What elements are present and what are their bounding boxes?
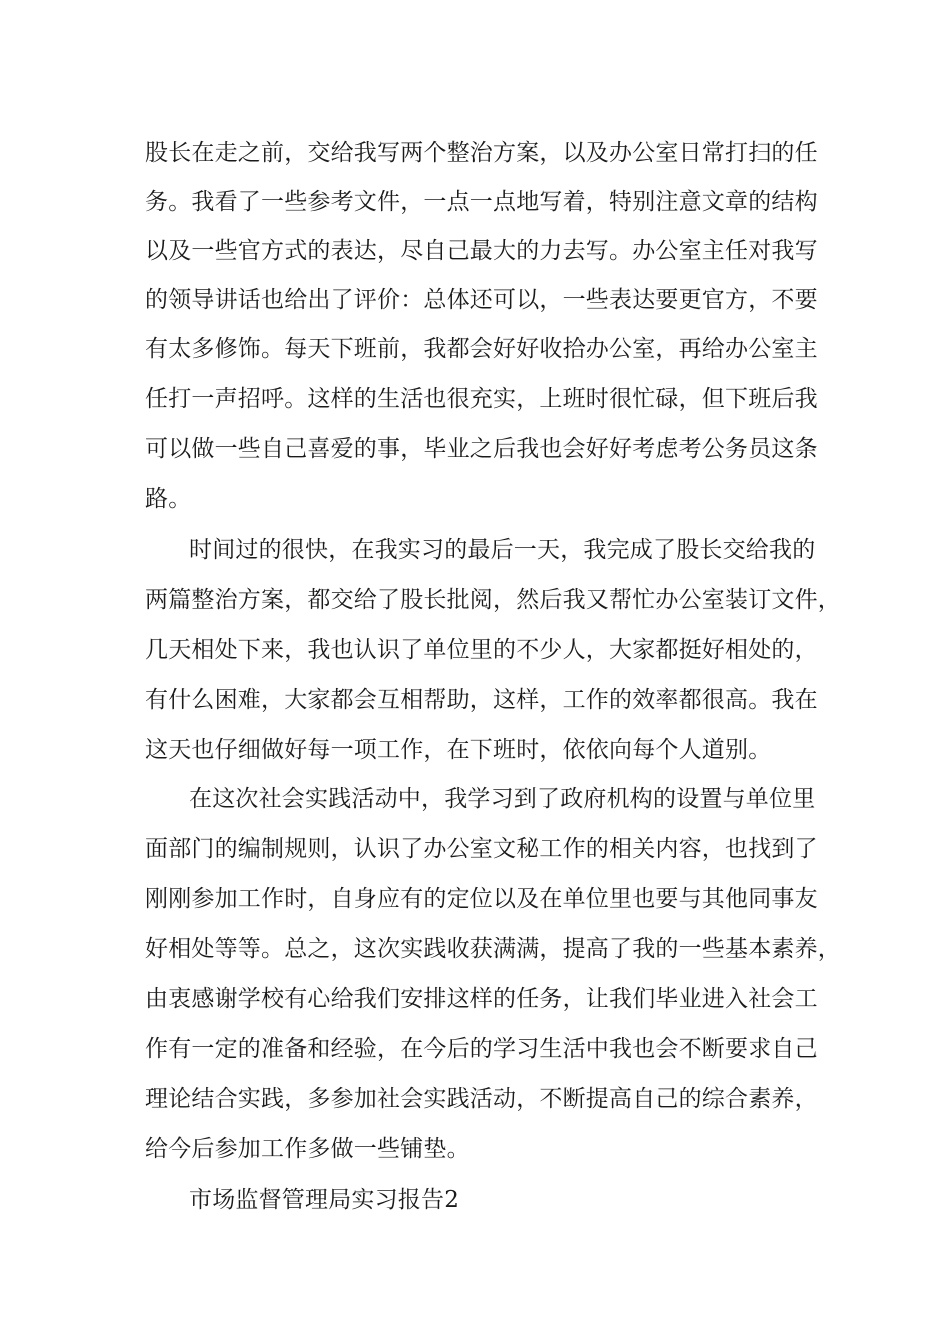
paragraph-3-line-6: 作有一定的准备和经验，在今后的学习生活中我也会不断要求自己: [145, 1036, 818, 1062]
paragraph-1-line-2: 务。我看了一些参考文件，一点一点地写着，特别注意文章的结构: [145, 189, 818, 215]
paragraph-2-line-4: 有什么困难，大家都会互相帮助，这样，工作的效率都很高。我在: [145, 687, 818, 713]
paragraph-1-line-5: 有太多修饰。每天下班前，我都会好好收拾办公室，再给办公室主: [145, 336, 818, 362]
paragraph-3-line-3: 刚刚参加工作时，自身应有的定位以及在单位里也要与其他同事友: [145, 886, 818, 912]
paragraph-3-line-1: 在这次社会实践活动中，我学习到了政府机构的设置与单位里: [189, 786, 816, 812]
paragraph-3-line-4: 好相处等等。总之，这次实践收获满满，提高了我的一些基本素养，: [145, 936, 841, 962]
paragraph-2-line-5: 这天也仔细做好每一项工作，在下班时，依依向每个人道别。: [145, 737, 772, 763]
paragraph-1-line-1: 股长在走之前，交给我写两个整治方案，以及办公室日常打扫的任: [145, 140, 818, 166]
paragraph-1-line-6: 任打一声招呼。这样的生活也很充实，上班时很忙碌，但下班后我: [145, 386, 818, 412]
paragraph-1-line-7: 可以做一些自己喜爱的事，毕业之后我也会好好考虑考公务员这条: [145, 436, 818, 462]
paragraph-1-line-4: 的领导讲话也给出了评价：总体还可以，一些表达要更官方，不要: [145, 287, 818, 313]
paragraph-2-line-3: 几天相处下来，我也认识了单位里的不少人，大家都挺好相处的，: [145, 637, 818, 663]
paragraph-3-line-2: 面部门的编制规则，认识了办公室文秘工作的相关内容，也找到了: [145, 836, 818, 862]
paragraph-2-line-2: 两篇整治方案，都交给了股长批阅，然后我又帮忙办公室装订文件，: [145, 587, 841, 613]
section-heading: 市场监督管理局实习报告2: [189, 1187, 460, 1213]
paragraph-3-line-7: 理论结合实践，多参加社会实践活动，不断提高自己的综合素养，: [145, 1086, 818, 1112]
paragraph-3-line-8: 给今后参加工作多做一些铺垫。: [145, 1136, 470, 1162]
paragraph-2-line-1: 时间过的很快，在我实习的最后一天，我完成了股长交给我的: [189, 537, 816, 563]
paragraph-1-line-8: 路。: [145, 486, 192, 512]
paragraph-1-line-3: 以及一些官方式的表达，尽自己最大的力去写。办公室主任对我写: [145, 238, 818, 264]
paragraph-3-line-5: 由衷感谢学校有心给我们安排这样的任务，让我们毕业进入社会工: [145, 986, 818, 1012]
